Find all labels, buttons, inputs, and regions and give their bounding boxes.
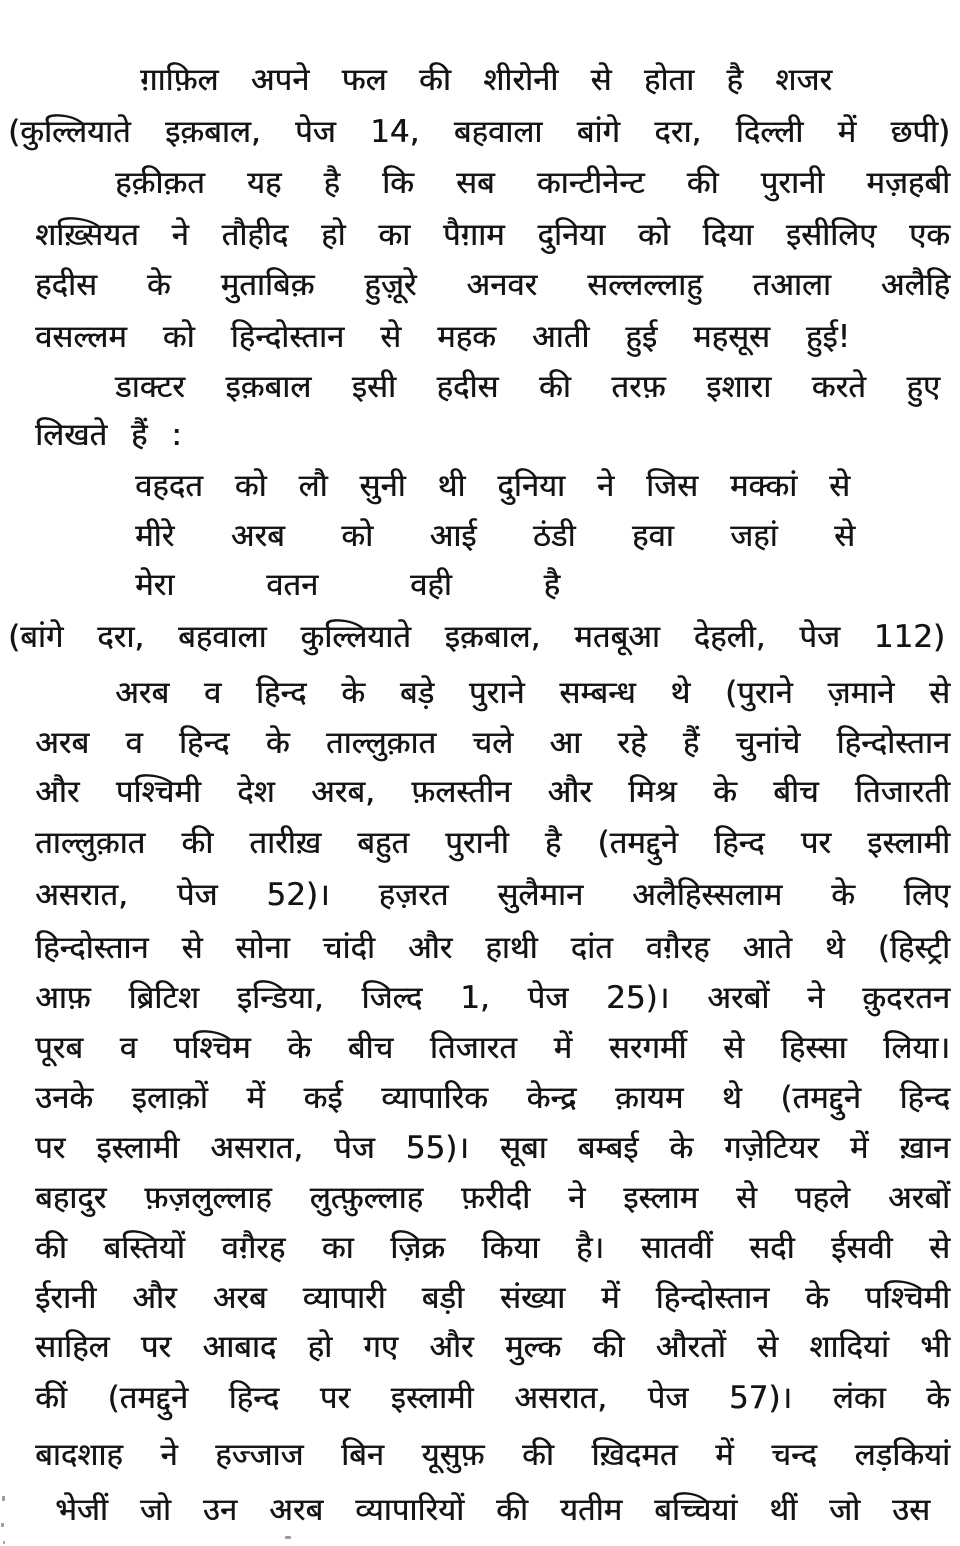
citation-line: (कुल्लियाते इक़बाल, पेज 14, बहवाला बांगे दरा, दिल्ली में छपी) [8, 114, 950, 150]
paragraph-line: ताल्लुक़ात की तारीख़ बहुत पुरानी है (तमद्दुने हिन्द पर इस्लामी [35, 825, 950, 861]
paragraph-line: डाक्टर इक़बाल इसी हदीस की तरफ़ इशारा करते हुए [115, 369, 940, 405]
paragraph-line: साहिल पर आबाद हो गए और मुल्क की औरतों से शादियां भी [35, 1329, 950, 1365]
scan-speck [285, 1536, 291, 1539]
citation-line: (बांगे दरा, बहवाला कुल्लियाते इक़बाल, मतबूआ देहली, पेज 112) [8, 619, 945, 655]
paragraph-line: असरात, पेज 52)। हज़रत सुलैमान अलैहिस्सलाम के लिए [35, 877, 950, 913]
scan-speck [2, 1496, 5, 1501]
paragraph-line: कीं (तमद्दुने हिन्द पर इस्लामी असरात, पेज 57)। लंका के [35, 1380, 950, 1416]
paragraph-line: उनके इलाक़ों में कई व्यापारिक केन्द्र क़ायम थे (तमद्दुने हिन्द [35, 1080, 950, 1116]
paragraph-line: हदीस के मुताबिक़ हुज़ूरे अनवर सल्लल्लाहु तआला अलैहि [35, 267, 950, 303]
couplet-line: वहदत को लौ सुनी थी दुनिया ने जिस मक्कां से [135, 468, 850, 504]
paragraph-line: हिन्दोस्तान से सोना चांदी और हाथी दांत वग़ैरह आते थे (हिस्ट्री [35, 930, 950, 966]
paragraph-line: आफ़ ब्रिटिश इन्डिया, जिल्द 1, पेज 25)। अरबों ने क़ुदरतन [35, 980, 950, 1016]
paragraph-line: भेजीं जो उन अरब व्यापारियों की यतीम बच्चियां थीं जो उस [55, 1492, 930, 1528]
paragraph-line: और पश्चिमी देश अरब, फ़लस्तीन और मिश्र के बीच तिजारती [35, 774, 950, 810]
scan-speck [1, 1523, 4, 1527]
paragraph-line: शख़्सियत ने तौहीद हो का पैग़ाम दुनिया को दिया इसीलिए एक [35, 217, 950, 253]
paragraph-line: ईरानी और अरब व्यापारी बड़ी संख्या में हिन्दोस्तान के पश्चिमी [35, 1280, 950, 1316]
paragraph-line: की बस्तियों वग़ैरह का ज़िक्र किया है। सातवीं सदी ईसवी से [35, 1230, 950, 1266]
paragraph-line: अरब व हिन्द के ताल्लुक़ात चले आ रहे हैं चुनांचे हिन्दोस्तान [35, 725, 950, 761]
paragraph-line: पर इस्लामी असरात, पेज 55)। सूबा बम्बई के गज़ेटियर में ख़ान [35, 1130, 950, 1166]
paragraph-line: पूरब व पश्चिम के बीच तिजारत में सरगर्मी से हिस्सा लिया। [35, 1030, 950, 1066]
verse-line: ग़ाफ़िल अपने फल की शीरोनी से होता है शजर [140, 62, 832, 98]
couplet-line: मीरे अरब को आई ठंडी हवा जहां से [135, 518, 855, 554]
couplet-line: मेरा वतन वही है [135, 567, 560, 603]
paragraph-line: अरब व हिन्द के बड़े पुराने सम्बन्ध थे (पुराने ज़माने से [115, 675, 950, 711]
paragraph-line: बादशाह ने हज्जाज बिन यूसुफ़ की ख़िदमत में चन्द लड़कियां [35, 1437, 950, 1473]
paragraph-line: वसल्लम को हिन्दोस्तान से महक आती हुई महसूस हुई! [35, 319, 850, 355]
paragraph-line: बहादुर फ़ज़लुल्लाह लुत्फ़ुल्लाह फ़रीदी ने इस्लाम से पहले अरबों [35, 1180, 950, 1216]
paragraph-line: हक़ीक़त यह है कि सब कान्टीनेन्ट की पुरानी मज़हबी [115, 165, 950, 201]
paragraph-line: लिखते हैं : [35, 417, 182, 453]
scan-speck [3, 1541, 5, 1544]
